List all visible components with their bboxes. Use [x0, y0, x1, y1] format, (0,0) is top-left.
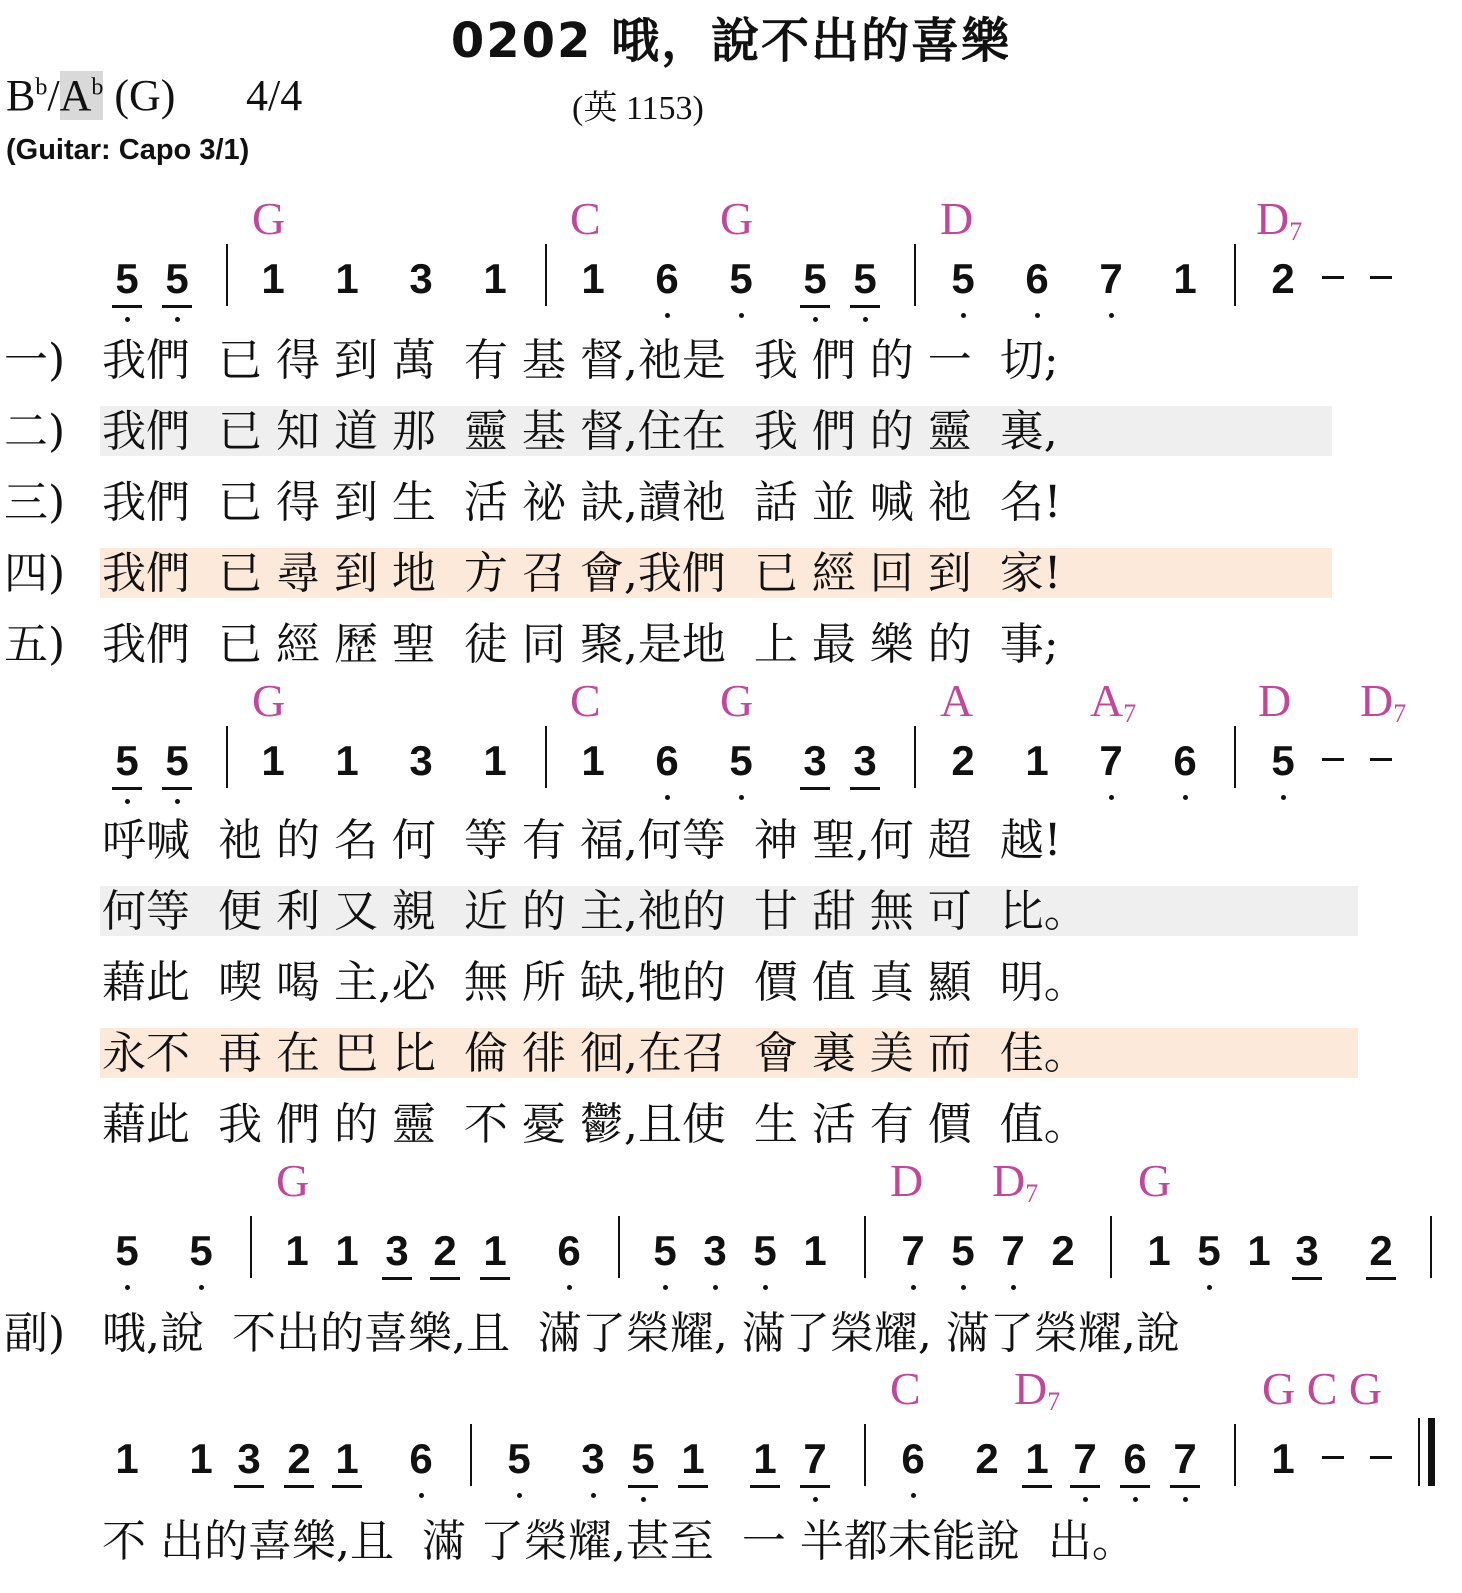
note: 7	[798, 1438, 832, 1480]
chord: G	[720, 193, 754, 244]
verse-line-3	[4, 475, 1061, 531]
note: 6	[896, 1438, 930, 1480]
final-barline-thick	[1428, 1418, 1435, 1486]
chorus-label: 副)	[4, 1308, 66, 1359]
chorus-line-1	[4, 1306, 1180, 1362]
chord: G	[276, 1155, 310, 1206]
verse-label: 四)	[4, 548, 66, 599]
barline	[470, 1424, 472, 1486]
note: 6	[650, 740, 684, 782]
verse-text: 我們 已 得 到 萬 有 基 督,祂是 我 們 的 一 切;	[102, 335, 1059, 386]
barline	[1234, 726, 1236, 788]
note: 2	[951, 737, 975, 784]
note: 5	[1266, 740, 1300, 782]
chord: G	[720, 675, 754, 726]
chord: G	[252, 675, 286, 726]
chord-root: D	[1256, 193, 1290, 244]
chorus-line-2: 不 出的喜樂,且 滿 了榮耀,甚至 一 半都未能說 出。	[102, 1516, 1136, 1567]
key-signature	[6, 70, 175, 121]
note: 6	[650, 258, 684, 300]
verse-text: 我們 已 尋 到 地 方 召 會,我們 已 經 回 到 家!	[102, 548, 1062, 599]
note: 1	[1025, 737, 1049, 784]
chord: G	[252, 193, 286, 244]
note: 1	[676, 1438, 710, 1480]
chord-seventh: 7	[1047, 1387, 1061, 1416]
barline	[1430, 1216, 1432, 1278]
note: 6	[404, 1438, 438, 1480]
hold-dash	[1370, 758, 1392, 761]
note: 7	[1068, 1438, 1102, 1480]
hold-dash	[1322, 758, 1344, 761]
note: 3	[232, 1438, 266, 1480]
note: 6	[1020, 258, 1054, 300]
english-number: (英 1153)	[572, 90, 704, 127]
note: 6	[1118, 1438, 1152, 1480]
chord: A	[940, 675, 974, 726]
verse2-line-5: 藉此 我 們 的 靈 不 憂 鬱,且使 生 活 有 價 值。	[102, 1099, 1088, 1150]
chord: C	[570, 675, 601, 726]
key-alt-letter: A	[59, 71, 92, 120]
note: 5	[1192, 1230, 1226, 1272]
note: 1	[1147, 1227, 1171, 1274]
verse-label: 二)	[4, 406, 66, 457]
chord-seventh: 7	[1123, 699, 1137, 728]
barline	[545, 244, 547, 306]
barline	[545, 726, 547, 788]
key-alt	[60, 71, 104, 120]
note: 1	[581, 737, 605, 784]
note: 1	[483, 255, 507, 302]
barline	[864, 1424, 866, 1486]
barline	[226, 244, 228, 306]
chord-seventh: 7	[1289, 217, 1303, 246]
verse-line-5	[4, 617, 1059, 673]
note: 1	[335, 1227, 359, 1274]
note: 3	[848, 740, 882, 782]
chord-d7	[1360, 675, 1407, 728]
note: 7	[996, 1230, 1030, 1272]
barline	[914, 726, 916, 788]
chord-root: D	[1014, 1363, 1048, 1414]
note: 1	[581, 255, 605, 302]
hold-dash	[1370, 276, 1392, 279]
verse-text: 我們 已 經 歷 聖 徒 同 聚,是地 上 最 樂 的 事;	[102, 619, 1059, 670]
note: 5	[626, 1438, 660, 1480]
chord: C	[890, 1363, 921, 1414]
note: 3	[576, 1438, 610, 1480]
note: 1	[803, 1227, 827, 1274]
guitar-capo: (Guitar: Capo 3/1)	[6, 134, 250, 166]
verse-text: 我們 已 知 道 那 靈 基 督,住在 我 們 的 靈 裏,	[102, 406, 1058, 457]
guitar-key: (G)	[114, 71, 176, 120]
note: 5	[160, 740, 194, 782]
barline	[864, 1216, 866, 1278]
barline	[250, 1216, 252, 1278]
verse-line-4	[4, 546, 1061, 602]
note: 1	[1247, 1227, 1271, 1274]
note: 3	[798, 740, 832, 782]
note: 2	[1271, 255, 1295, 302]
note: 5	[798, 258, 832, 300]
note: 1	[478, 1230, 512, 1272]
chord-seventh: 7	[1393, 699, 1407, 728]
chord: D	[890, 1155, 924, 1206]
barline	[226, 726, 228, 788]
verse2-line-3: 藉此 喫 喝 主,必 無 所 缺,牠的 價 值 真 顯 明。	[102, 957, 1088, 1008]
verse-text: 我們 已 得 到 生 活 祕 訣,讀祂 話 並 喊 祂 名!	[102, 477, 1062, 528]
key-alt-flat: b	[91, 74, 104, 101]
note: 1	[748, 1438, 782, 1480]
verse-line-2	[4, 404, 1058, 460]
barline	[1234, 244, 1236, 306]
note: 3	[698, 1230, 732, 1272]
note: 5	[748, 1230, 782, 1272]
note: 2	[282, 1438, 316, 1480]
note: 5	[848, 258, 882, 300]
barline	[618, 1216, 620, 1278]
note: 1	[261, 255, 285, 302]
chord: D	[940, 193, 974, 244]
chord-root: D	[992, 1155, 1026, 1206]
note: 3	[409, 255, 433, 302]
note: 7	[1168, 1438, 1202, 1480]
key-major: B	[6, 71, 36, 120]
note: 5	[648, 1230, 682, 1272]
note: 1	[189, 1435, 213, 1482]
note: 1	[483, 737, 507, 784]
verse-label: 五)	[4, 619, 66, 670]
note: 2	[1364, 1230, 1398, 1272]
song-title: 0202 哦，說不出的喜樂	[450, 13, 1012, 69]
verse2-line-4: 永不 再 在 巴 比 倫 徘 徊,在召 會 裏 美 而 佳。	[102, 1028, 1088, 1079]
note: 5	[946, 1230, 980, 1272]
note: 5	[160, 258, 194, 300]
verse-label: 三)	[4, 477, 66, 528]
chord-group: G C G	[1262, 1363, 1383, 1414]
chord: G	[1138, 1155, 1172, 1206]
note: 5	[946, 258, 980, 300]
chord: C	[570, 193, 601, 244]
note: 1	[335, 737, 359, 784]
note: 7	[1094, 740, 1128, 782]
chord-seventh: 7	[1025, 1179, 1039, 1208]
hold-dash	[1322, 276, 1344, 279]
verse2-line-2: 何等 便 利 又 親 近 的 主,祂的 甘 甜 無 可 比。	[102, 886, 1088, 937]
chord-a7	[1090, 675, 1137, 728]
chord-root: A	[1090, 675, 1124, 726]
note: 1	[1020, 1438, 1054, 1480]
chord-d7	[1014, 1363, 1061, 1416]
note: 5	[110, 740, 144, 782]
note: 1	[335, 255, 359, 302]
note: 1	[285, 1227, 309, 1274]
barline	[914, 244, 916, 306]
key-sep: /	[47, 71, 60, 120]
chord: D	[1258, 675, 1292, 726]
note: 6	[1168, 740, 1202, 782]
note: 3	[380, 1230, 414, 1272]
note: 1	[330, 1438, 364, 1480]
final-barline-thin	[1418, 1418, 1420, 1486]
note: 1	[1271, 1435, 1295, 1482]
chorus-text: 哦,說 不出的喜樂,且 滿了榮耀, 滿了榮耀, 滿了榮耀,說	[102, 1308, 1180, 1359]
hold-dash	[1322, 1456, 1344, 1459]
note: 2	[975, 1435, 999, 1482]
verse2-line-1: 呼喊 祂 的 名 何 等 有 福,何等 神 聖,何 超 越!	[102, 815, 1062, 866]
note: 7	[896, 1230, 930, 1272]
time-signature: 4/4	[246, 71, 303, 120]
note: 3	[409, 737, 433, 784]
note: 5	[110, 258, 144, 300]
note: 1	[261, 737, 285, 784]
chord-d7	[992, 1155, 1039, 1208]
barline	[1110, 1216, 1112, 1278]
note: 1	[1173, 255, 1197, 302]
note: 2	[1051, 1227, 1075, 1274]
note: 5	[724, 258, 758, 300]
verse-line-1	[4, 333, 1059, 389]
note: 1	[115, 1435, 139, 1482]
note: 6	[552, 1230, 586, 1272]
verse-label: 一)	[4, 335, 66, 386]
note: 5	[184, 1230, 218, 1272]
note: 7	[1094, 258, 1128, 300]
key-major-flat: b	[35, 74, 48, 101]
chord-root: D	[1360, 675, 1394, 726]
note: 5	[724, 740, 758, 782]
note: 5	[502, 1438, 536, 1480]
note: 3	[1290, 1230, 1324, 1272]
note: 5	[110, 1230, 144, 1272]
note: 2	[428, 1230, 462, 1272]
chord-d7	[1256, 193, 1303, 246]
hold-dash	[1370, 1456, 1392, 1459]
barline	[1234, 1424, 1236, 1486]
